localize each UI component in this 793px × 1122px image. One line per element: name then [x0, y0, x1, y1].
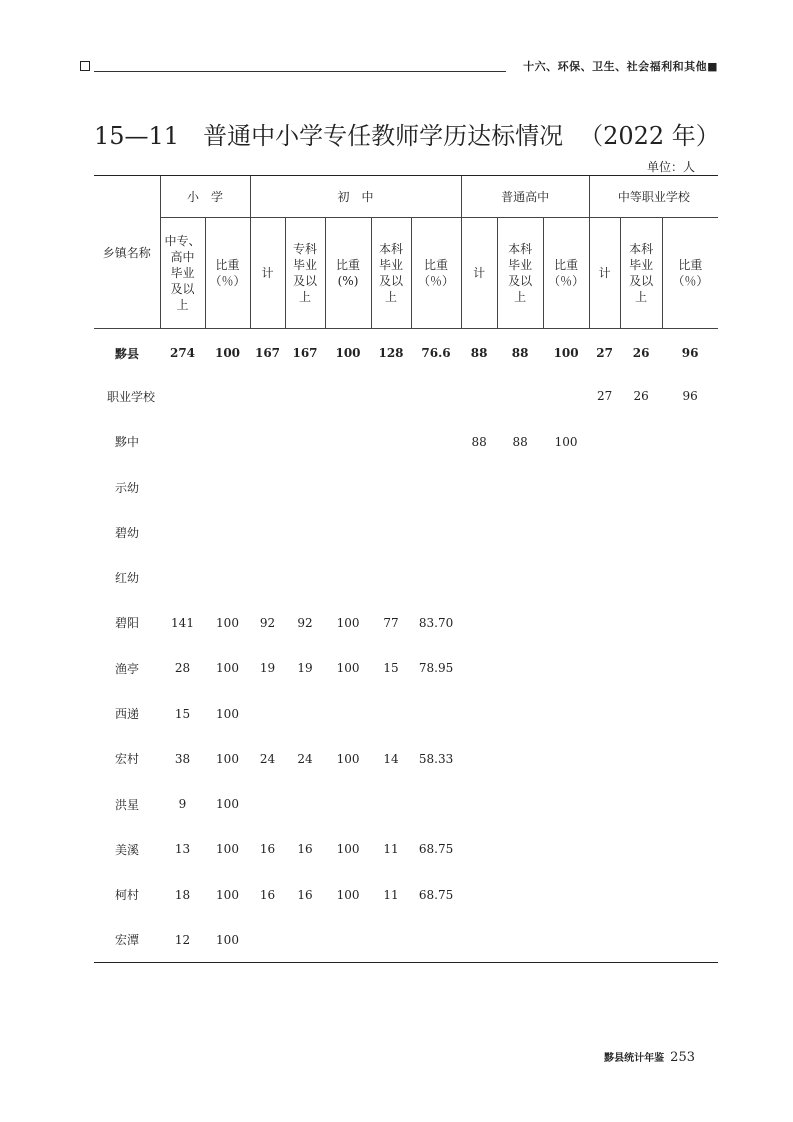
table-cell	[250, 374, 285, 419]
table-cell	[662, 555, 718, 600]
table-cell: 96	[681, 346, 699, 361]
table-cell	[620, 600, 662, 645]
table-cell	[160, 464, 205, 509]
table-cell	[620, 917, 662, 962]
table-cell	[250, 917, 285, 962]
table-cell	[285, 374, 325, 419]
table-cell	[371, 419, 411, 464]
table-cell	[543, 827, 589, 872]
subheader-middle-college: 专科 毕业 及以 上	[285, 218, 325, 329]
row-label: 渔亭	[114, 661, 139, 676]
table-cell	[411, 510, 461, 555]
table-cell: 141	[171, 615, 194, 630]
table-cell	[371, 374, 411, 419]
table-cell	[589, 600, 620, 645]
table-cell	[461, 646, 497, 691]
table-cell	[620, 691, 662, 736]
table-cell: 88	[470, 346, 488, 361]
table-cell	[411, 374, 461, 419]
table-cell	[160, 374, 205, 419]
table-cell: 11	[383, 887, 399, 902]
subheader-primary-qualified: 中专、 高中 毕业 及以 上	[160, 218, 205, 329]
table-cell: 100	[214, 346, 241, 361]
table-cell: 19	[297, 661, 313, 676]
table-cell	[461, 917, 497, 962]
table-cell: 68.75	[418, 887, 454, 902]
table-cell	[411, 691, 461, 736]
header-rule	[94, 71, 506, 72]
row-label: 职业学校	[106, 389, 155, 404]
row-label: 黟县	[114, 346, 139, 361]
table-cell: 88	[471, 434, 487, 449]
table-cell: 16	[297, 842, 313, 857]
table-cell	[461, 555, 497, 600]
table-cell	[461, 510, 497, 555]
table-cell	[250, 555, 285, 600]
table-cell: 100	[216, 842, 239, 857]
table-cell	[371, 510, 411, 555]
table-cell: 77	[383, 615, 399, 630]
table-cell: 15	[383, 661, 399, 676]
table-row	[94, 555, 718, 600]
table-cell	[325, 917, 371, 962]
table-cell	[325, 464, 371, 509]
table-cell: 100	[336, 615, 360, 630]
table-cell	[325, 555, 371, 600]
table-cell	[250, 464, 285, 509]
table-row	[94, 600, 718, 645]
table-cell: 100	[336, 661, 360, 676]
table-cell: 92	[297, 615, 313, 630]
table-cell: 167	[254, 346, 281, 361]
table-cell	[662, 600, 718, 645]
table-cell: 38	[174, 751, 191, 766]
table-cell: 100	[205, 917, 250, 962]
table-cell	[497, 374, 543, 419]
table-cell: 100	[216, 797, 239, 812]
table-cell: 15	[174, 706, 191, 721]
table-cell: 100	[553, 346, 579, 361]
table-cell	[543, 600, 589, 645]
table-cell	[620, 555, 662, 600]
table-cell: 88	[511, 346, 529, 361]
row-label: 示幼	[114, 480, 139, 495]
table-cell	[497, 555, 543, 600]
table-cell	[250, 781, 285, 826]
table-row	[94, 464, 718, 509]
running-header	[80, 58, 718, 74]
subheader-voc-total: 计	[589, 218, 620, 329]
row-label: 西递	[114, 707, 139, 722]
table-cell	[620, 781, 662, 826]
table-cell	[325, 374, 371, 419]
square-marker-icon	[80, 61, 90, 71]
table-cell: 88	[512, 434, 528, 449]
table-cell: 83.70	[418, 615, 454, 630]
table-cell	[662, 781, 718, 826]
table-cell: 13	[174, 842, 191, 857]
table-cell	[325, 510, 371, 555]
table-cell	[662, 917, 718, 962]
table-cell: 78.95	[418, 661, 454, 676]
table-cell: 14	[383, 751, 399, 766]
table-cell	[620, 827, 662, 872]
subheader-middle-bachelor-ratio: 比重 （％）	[411, 218, 461, 329]
table-cell	[371, 555, 411, 600]
table-cell	[285, 464, 325, 509]
table-cell	[461, 736, 497, 781]
table-cell	[497, 917, 543, 962]
table-cell	[205, 419, 250, 464]
table-cell: 100	[554, 434, 578, 449]
table-row	[94, 329, 718, 374]
table-cell	[543, 464, 589, 509]
table-row	[94, 374, 718, 419]
table-cell	[620, 736, 662, 781]
table-cell	[497, 600, 543, 645]
group-header-middle: 初 中	[250, 176, 461, 218]
table-cell	[461, 374, 497, 419]
table-cell: 100	[216, 751, 239, 766]
table-cell	[411, 419, 461, 464]
table-title	[94, 116, 720, 151]
table-cell	[662, 510, 718, 555]
table-cell: 16	[259, 842, 276, 857]
table-cell	[371, 917, 411, 962]
table-header	[94, 176, 718, 329]
table-cell: 100	[216, 887, 239, 902]
row-label: 红幼	[114, 571, 139, 586]
table-cell	[497, 736, 543, 781]
table-cell: 96	[682, 389, 698, 404]
table-cell	[285, 691, 325, 736]
table-cell	[205, 510, 250, 555]
table-cell	[411, 781, 461, 826]
table-body	[94, 329, 718, 963]
table-cell: 58.33	[418, 751, 454, 766]
table-cell	[543, 917, 589, 962]
table-cell	[662, 646, 718, 691]
table-cell: 19	[259, 661, 276, 676]
table-cell	[589, 781, 620, 826]
table-cell	[543, 691, 589, 736]
table-cell	[411, 917, 461, 962]
table-row	[94, 691, 718, 736]
table-cell	[497, 510, 543, 555]
table-cell: 26	[632, 346, 650, 361]
table-cell: 68.75	[418, 842, 454, 857]
table-cell: 100	[336, 842, 360, 857]
table-row	[94, 781, 718, 826]
table-cell	[371, 691, 411, 736]
table-cell	[250, 419, 285, 464]
table-cell	[662, 419, 718, 464]
subheader-high-total: 计	[461, 218, 497, 329]
table-cell: 18	[174, 887, 191, 902]
subheader-high-ratio: 比重 （％）	[543, 218, 589, 329]
table-title-text: 普通中小学专任教师学历达标情况	[203, 122, 564, 150]
table-cell	[160, 555, 205, 600]
table-cell	[285, 781, 325, 826]
subheader-middle-college-ratio: 比重 (%)	[325, 218, 371, 329]
table-cell	[497, 464, 543, 509]
table-cell	[461, 872, 497, 917]
table-year: （2022 年）	[579, 122, 720, 150]
subheader-voc-bachelor: 本科 毕业 及以 上	[620, 218, 662, 329]
table-number: 15—11	[94, 122, 180, 150]
table-cell	[250, 691, 285, 736]
table-cell	[411, 555, 461, 600]
table-cell	[589, 691, 620, 736]
table-cell: 26	[633, 389, 649, 404]
table-cell	[662, 736, 718, 781]
table-cell	[543, 510, 589, 555]
table-cell	[497, 872, 543, 917]
table-cell	[620, 464, 662, 509]
group-header-vocational: 中等职业学校	[589, 176, 718, 218]
table-cell	[461, 781, 497, 826]
table-cell: 167	[292, 346, 318, 361]
subheader-middle-total: 计	[250, 218, 285, 329]
subheader-primary-ratio: 比重 （％）	[205, 218, 250, 329]
table-cell	[662, 827, 718, 872]
group-header-high: 普通高中	[461, 176, 589, 218]
table-cell	[160, 419, 205, 464]
table-cell: 28	[174, 661, 191, 676]
table-cell	[543, 374, 589, 419]
table-cell	[205, 374, 250, 419]
table-cell	[497, 781, 543, 826]
table-cell	[325, 419, 371, 464]
table-cell	[543, 781, 589, 826]
table-row	[94, 917, 718, 962]
table-cell	[285, 555, 325, 600]
table-cell	[543, 646, 589, 691]
table-cell	[589, 827, 620, 872]
table-cell	[543, 555, 589, 600]
table-row	[94, 419, 718, 464]
table-cell	[285, 917, 325, 962]
table-cell: 100	[336, 751, 360, 766]
table-cell	[285, 419, 325, 464]
table-cell: 76.6	[421, 346, 451, 361]
running-header-text: 十六、环保、卫生、社会福利和其他■	[523, 60, 718, 73]
table-row	[94, 736, 718, 781]
table-cell: 100	[216, 706, 239, 721]
table-cell	[589, 646, 620, 691]
table-cell: 128	[378, 346, 404, 361]
table-cell: 100	[335, 346, 361, 361]
teacher-qualification-table	[94, 175, 718, 963]
table-cell	[497, 691, 543, 736]
table-cell	[285, 510, 325, 555]
table-cell	[662, 464, 718, 509]
table-cell	[620, 872, 662, 917]
table-cell	[461, 691, 497, 736]
table-cell	[205, 464, 250, 509]
row-label: 美溪	[114, 842, 139, 857]
table-row	[94, 510, 718, 555]
table-row	[94, 872, 718, 917]
table-cell	[589, 917, 620, 962]
table-cell: 24	[259, 751, 276, 766]
table-cell	[497, 827, 543, 872]
table-cell	[461, 600, 497, 645]
table-cell	[497, 646, 543, 691]
table-cell: 24	[297, 751, 313, 766]
row-label: 宏潭	[94, 917, 160, 962]
table-cell: 27	[596, 389, 613, 404]
table-cell	[589, 555, 620, 600]
table-cell	[371, 781, 411, 826]
subheader-high-bachelor: 本科 毕业 及以 上	[497, 218, 543, 329]
page-number: 253	[670, 1050, 695, 1065]
table-cell: 16	[259, 887, 276, 902]
table-cell: 274	[169, 346, 196, 361]
table-cell	[250, 510, 285, 555]
table-cell	[461, 464, 497, 509]
table-cell: 16	[297, 887, 313, 902]
table-cell: 27	[596, 346, 613, 361]
table-cell	[620, 510, 662, 555]
table-cell: 12	[160, 917, 205, 962]
table-cell	[371, 464, 411, 509]
unit-label: 单位：人	[646, 160, 695, 174]
table-cell: 9	[178, 797, 187, 812]
row-label: 碧阳	[114, 616, 139, 631]
table-cell: 100	[216, 661, 239, 676]
table-cell	[662, 691, 718, 736]
group-header-primary: 小 学	[160, 176, 250, 218]
table-cell: 11	[383, 842, 399, 857]
table-cell: 100	[216, 615, 239, 630]
table-cell	[543, 872, 589, 917]
table-row	[94, 646, 718, 691]
table-cell	[411, 464, 461, 509]
footer-book-title: 黟县统计年鉴	[604, 1053, 665, 1064]
row-label: 黟中	[114, 435, 139, 450]
page-footer	[604, 1046, 695, 1065]
row-label: 柯村	[114, 888, 139, 903]
table-cell	[620, 419, 662, 464]
stub-header: 乡镇名称	[94, 176, 160, 329]
table-cell	[160, 510, 205, 555]
table-cell: 100	[336, 887, 360, 902]
table-cell	[205, 555, 250, 600]
table-cell	[589, 872, 620, 917]
table-cell	[589, 419, 620, 464]
table-cell	[589, 464, 620, 509]
table-cell	[325, 781, 371, 826]
table-cell	[461, 827, 497, 872]
row-label: 碧幼	[114, 525, 139, 540]
table-cell	[325, 691, 371, 736]
table-cell	[589, 736, 620, 781]
table-row	[94, 827, 718, 872]
subheader-middle-bachelor: 本科 毕业 及以 上	[371, 218, 411, 329]
table-cell	[589, 510, 620, 555]
table-cell: 92	[259, 615, 276, 630]
row-label: 宏村	[114, 752, 139, 767]
row-label: 洪星	[114, 797, 139, 812]
subheader-voc-ratio: 比重 （％）	[662, 218, 718, 329]
table-cell	[662, 872, 718, 917]
table-cell	[543, 736, 589, 781]
table-cell	[620, 646, 662, 691]
